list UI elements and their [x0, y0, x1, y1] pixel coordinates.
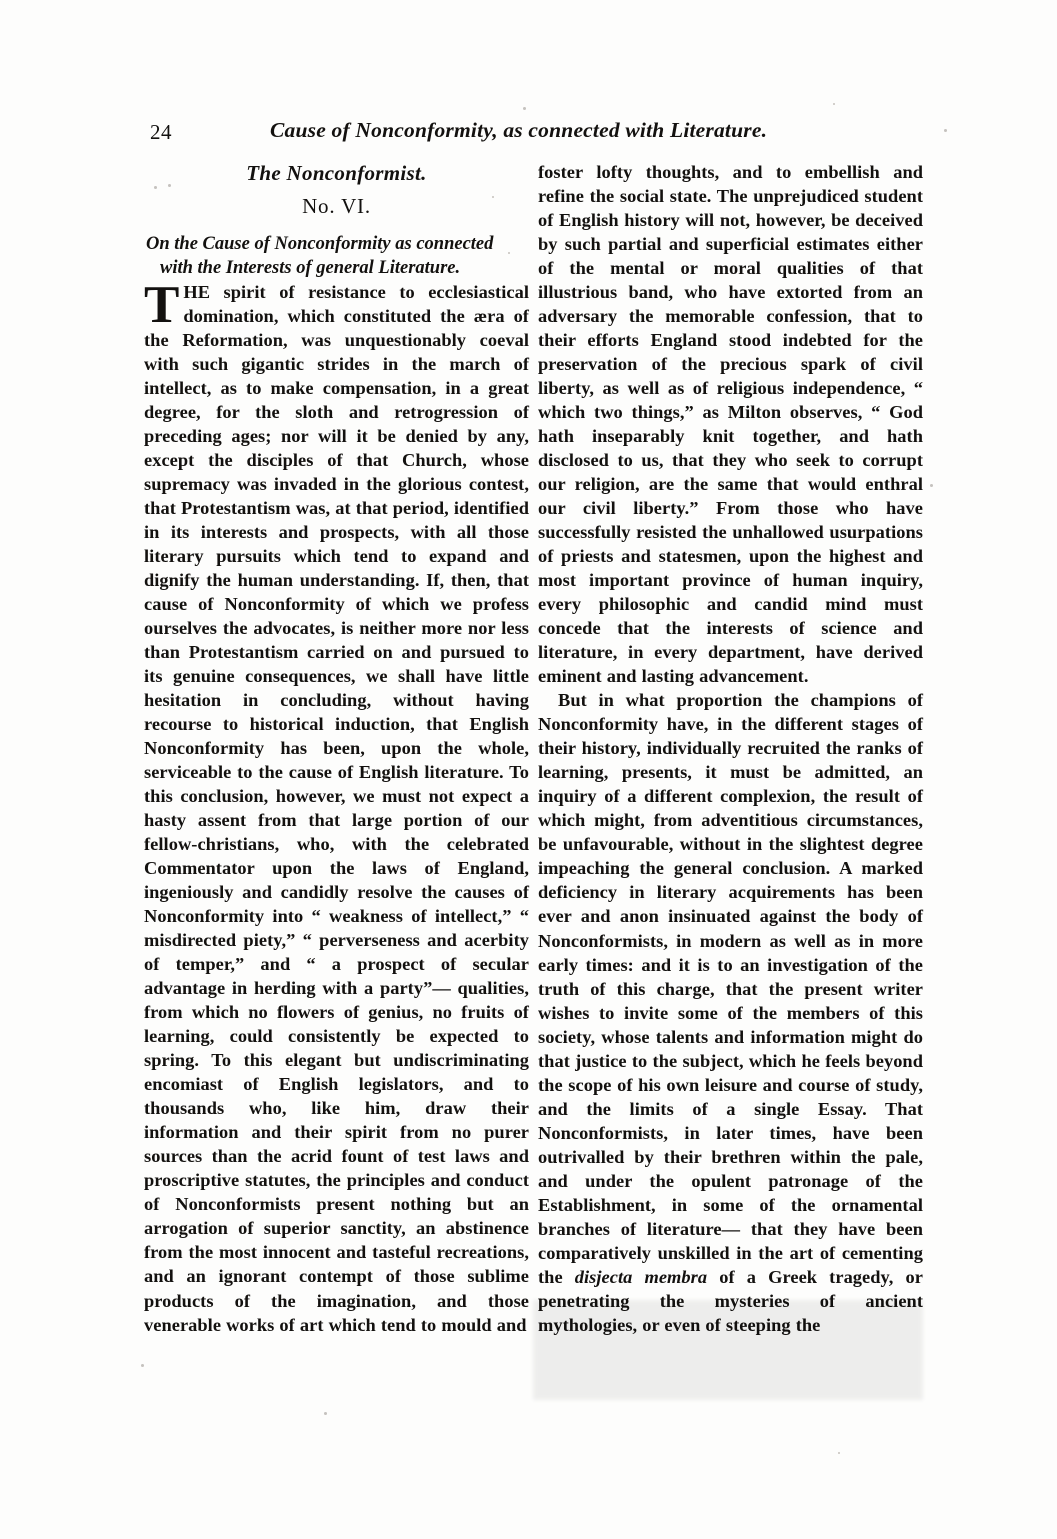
- scan-speck: [838, 1452, 840, 1454]
- drop-cap: T: [144, 275, 180, 334]
- scan-speck: [154, 186, 157, 189]
- column-left: [144, 160, 529, 1337]
- essay-title: On the Cause of Nonconformity as connected with the Interests of general Literature.: [146, 233, 494, 278]
- series-number: No. VI.: [302, 194, 371, 219]
- column-right: [538, 160, 923, 1337]
- body-text-right: [538, 160, 923, 1337]
- page-number: 24: [150, 120, 172, 144]
- paragraph-opening: [144, 275, 529, 1337]
- scan-speck: [930, 484, 933, 487]
- scan-smudge: [533, 1300, 923, 1400]
- scan-speck: [523, 107, 526, 110]
- scan-speck: [168, 184, 171, 187]
- scan-speck: [492, 196, 494, 198]
- scan-speck: [833, 103, 835, 105]
- paragraph-second-part-one: But in what proportion the champions of Nonconformity have, in the different stages of their history, individually recruited the ranks of learning, presents, it must be admitted, an inquiry of a different complexion, the result of which might, from adventitious circumstances, be unfavourable, without in the slightest degree impeaching the general conclusion. A marked deficiency in literary acquirements has been ever and anon insinuated against the body of Nonconformists, in modern as well as in more early times: and it is to an investigation of the truth of this charge, that the present writer wishes to invite some of the members of this society, whose talents and information might do that justice to the subject, which he feels beyond the scope of his own leisure and course of study, and the limits of a single Essay. That Nonconformists, in later times, have been outrivalled by their brethren within the pale, and under the opulent patronage of the Establishment, in some of the ornamental branches of literature— that they have been comparatively unskilled in the art of cementing the: [538, 690, 923, 1287]
- article-title-block: [144, 160, 529, 223]
- body-text-left: [144, 275, 529, 1337]
- scan-speck: [944, 129, 947, 132]
- scan-speck: [324, 1412, 327, 1415]
- scan-speck: [508, 252, 510, 254]
- latin-phrase: disjecta membra: [574, 1266, 708, 1287]
- running-head: [140, 118, 937, 148]
- paragraph-continuation: foster lofty thoughts, and to embellish and refine the social state. The unprejudiced student of English history will not, however, be deceived by such partial and superficial estimates either of the mental or moral qualities of that illustrious band, who have extorted from an adversary the memorable confession, that to their efforts England stood indebted for the preservation of the precious spark of civil liberty, as well as of religious independence, “ which two things,” as Milton observes, “ God hath inseparably knit together, and hath disclosed to us, that they who seek to corrupt our religion, are the same that would enthral our civil liberty.” From those who have successfully resisted the unhallowed usurpations of priests and statesmen, upon the highest and most important province of human inquiry, every philosophic and candid mind must concede that the interests of science and literature, in every department, have derived eminent and lasting advancement.: [538, 162, 923, 687]
- paragraph-second-part-two: of a Greek tragedy, or penetrating the mysteries of ancient mythologies, or even of steeping the: [538, 1266, 923, 1335]
- series-title: The Nonconformist.: [246, 161, 427, 185]
- paragraph-opening-text: HE spirit of resistance to ecclesiastical domination, which constituted the æra of the Reformation, was unquestionably coeval with such gigantic strides in the march of intellect, as to make compensation, in a great degree, for the sloth and retrogression of preceding ages; nor will it be denied by any, except the disciples of that Church, whose supremacy was invaded in the glorious contest, that Protestantism was, at that period, identified in its interests and prospects, with all those literary pursuits which tend to expand and dignify the human understanding. If, then, that cause of Nonconformity of which we profess ourselves the advocates, is neither more nor less than Protestantism carried on and pursued to its genuine consequences, we shall have little hesitation in concluding, without having recourse to historical induction, that English Nonconformity has been, upon the whole, serviceable to the cause of English literature. To this conclusion, however, we must not expect a hasty assent from that large portion of our fellow-christians, who, with the celebrated Commentator upon the laws of England, ingeniously and candidly resolve the causes of Nonconformity into “ weakness of intellect,” “ misdirected piety,” “ perverseness and acerbity of temper,” and “ a prospect of secular advantage in herding with a party”— qualities, from which no flowers of genius, no fruits of learning, could consistently be expected to spring. To this elegant but undiscriminating encomiast of English legislators, and to thousands who, like him, draw their information and their spirit from no purer sources than the acrid fount of test laws and proscriptive statutes, the principles and conduct of Nonconformists present nothing but an arrogation of superior sanctity, an abstinence from the most innocent and tasteful recreations, and an ignorant contempt of those sublime products of the imagination, and those venerable works of art which tend to mould and: [144, 281, 529, 1335]
- paragraph-second: [538, 688, 923, 1336]
- scan-speck: [141, 1364, 144, 1367]
- running-head-title: Cause of Nonconformity, as connected with Literature.: [270, 118, 768, 142]
